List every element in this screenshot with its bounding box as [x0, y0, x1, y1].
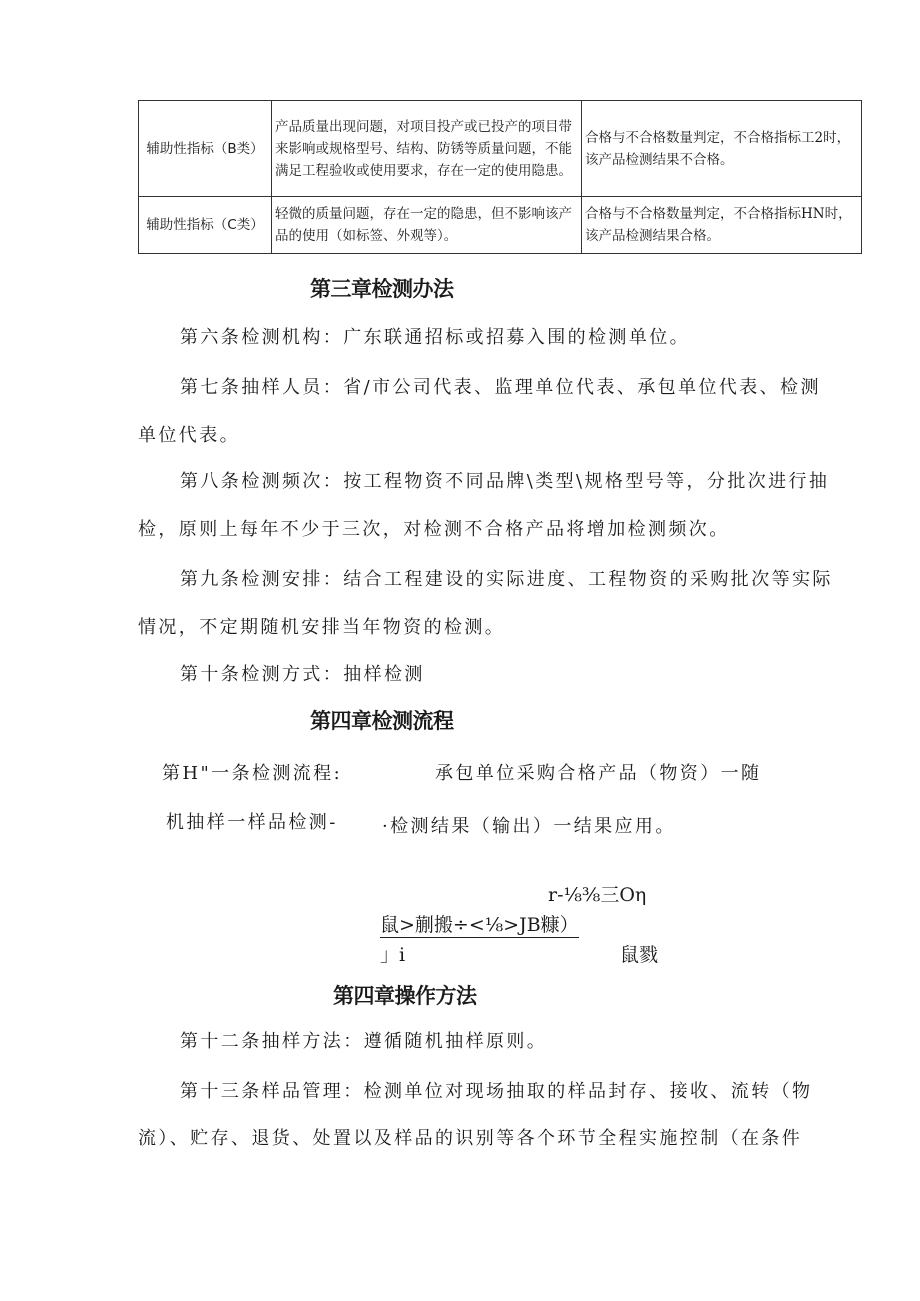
article-13-line1: 第十三条样品管理：检测单位对现场抽取的样品封存、接收、流转（物: [180, 1081, 813, 1102]
chapter4-flow-title: 第四章检测流程: [310, 709, 454, 733]
flow-diagram-text-2-inner: 鼠>蒯搬÷<⅛>JB糠）: [380, 914, 579, 936]
flow-diagram-text-3: 」i: [380, 944, 406, 966]
flow-diagram-text-4: 鼠戮: [620, 944, 659, 966]
article-12: 第十二条抽样方法：遵循随机抽样原则。: [180, 1031, 548, 1052]
description-cell: 轻微的质量问题，存在一定的隐患，但不影响该产品的使用（如标签、外观等）。: [272, 197, 582, 254]
description-cell: 产品质量出现问题，对项目投产或已投产的项目带来影响或规格型号、结构、防锈等质量问题，不能满足工程验收或使用要求，存在一定的使用隐患。: [272, 101, 582, 197]
table-row: [139, 101, 862, 197]
flow-line2-right: ·检测结果（输出）一结果应用。: [382, 816, 676, 837]
flow-label: 第H"一条检测流程:: [162, 763, 343, 784]
article-7-line1: 第七条抽样人员：省/市公司代表、监理单位代表、承包单位代表、检测: [180, 377, 821, 398]
chapter4-operation-title: 第四章操作方法: [333, 984, 477, 1008]
chapter3-title: 第三章检测办法: [310, 277, 454, 301]
article-10: 第十条检测方式：抽样检测: [180, 664, 425, 685]
category-cell: 辅助性指标（C类）: [139, 197, 272, 254]
rule-cell: 合格与不合格数量判定，不合格指标工2时，该产品检测结果不合格。: [582, 101, 862, 197]
article-7-line2: 单位代表。: [138, 425, 240, 446]
article-8-line1: 第八条检测频次：按工程物资不同品牌\类型\规格型号等，分批次进行抽: [180, 471, 830, 492]
article-9-line1: 第九条检测安排：结合工程建设的实际进度、工程物资的采购批次等实际: [180, 569, 833, 590]
flow-line2-left: 机抽样一样品检测-: [166, 812, 338, 833]
category-cell: 辅助性指标（B类）: [139, 101, 272, 197]
article-8-line2: 检，原则上每年不少于三次，对检测不合格产品将增加检测频次。: [138, 519, 730, 540]
table-row: [139, 197, 862, 254]
flow-text: 承包单位采购合格产品（物资）一随: [435, 763, 762, 784]
article-13-line2: 流）、贮存、退货、处置以及样品的识别等各个环节全程实施控制（在条件: [138, 1128, 803, 1149]
indicator-table: [138, 100, 862, 254]
flow-diagram-text-1: r-⅛⅜三Oη: [548, 884, 647, 906]
article-6: 第六条检测机构：广东联通招标或招募入围的检测单位。: [180, 327, 690, 348]
flow-diagram-text-2: [380, 910, 579, 937]
rule-cell: 合格与不合格数量判定，不合格指标HN时，该产品检测结果合格。: [582, 197, 862, 254]
article-9-line2: 情况，不定期随机安排当年物资的检测。: [138, 617, 506, 638]
